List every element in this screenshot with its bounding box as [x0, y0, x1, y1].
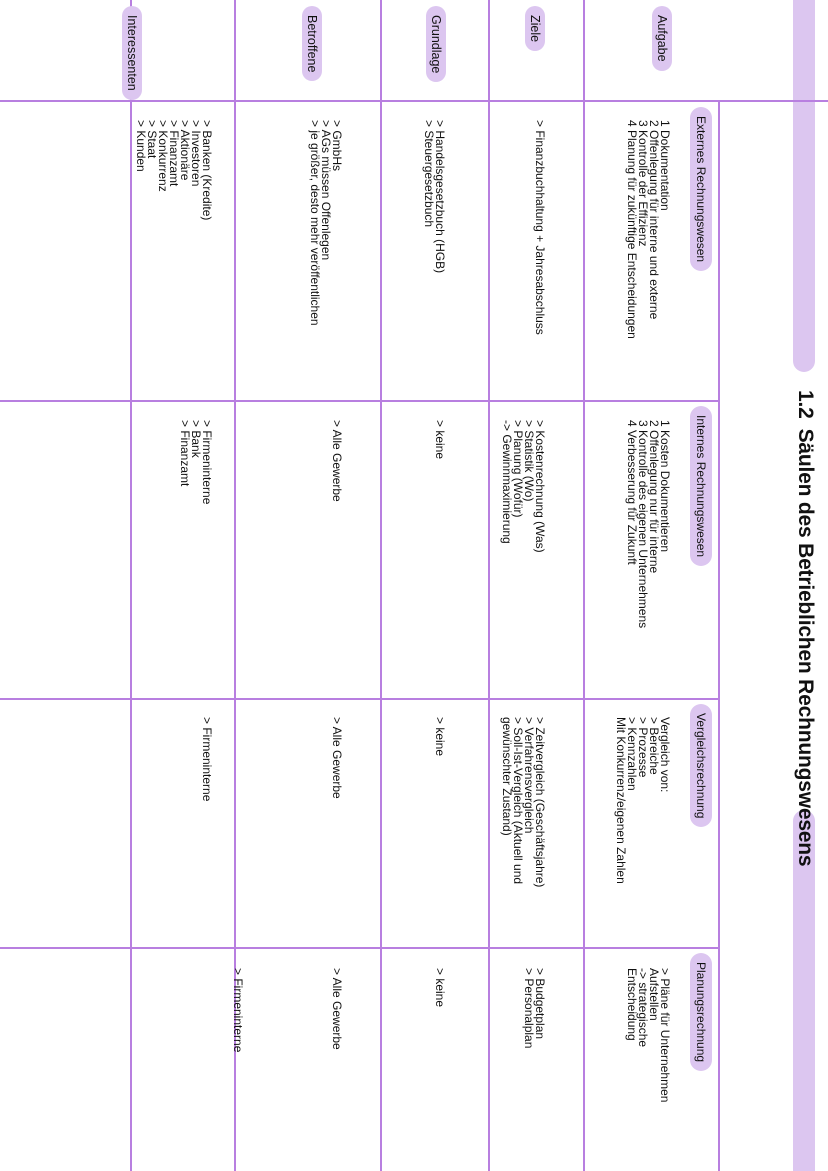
- cell-line: 4 Verbesserung für Zukunft: [625, 420, 639, 565]
- row-label-ziele: Ziele: [525, 6, 545, 51]
- cell-ziele-internes: [501, 420, 545, 553]
- cell-grundlage-internes: [434, 420, 445, 459]
- cell-line: 3 Kontrolle der Effizienz: [636, 120, 650, 247]
- cell-ziele-vergleich: [501, 717, 545, 887]
- cell-line: > Soll-Ist-Vergleich (Aktuell und: [511, 717, 525, 885]
- cell-aufgabe-internes: [626, 420, 670, 628]
- cell-line: > Staat: [145, 120, 159, 159]
- cell-line: > Verfahrensvergleich: [522, 717, 536, 834]
- col-divider-2: [0, 698, 718, 700]
- cell-line: > Aktionäre: [178, 120, 192, 181]
- cell-line: > Budgetplan: [533, 968, 547, 1040]
- cell-aufgabe-externes: [626, 120, 670, 339]
- cell-interessenten-internes: [179, 420, 212, 504]
- cell-line: > Pläne für Unternehmen: [658, 968, 672, 1103]
- cell-line: Vergleich von:: [658, 717, 672, 793]
- cell-line: 4 Planung für zukünftige Entscheidungen: [625, 120, 639, 339]
- col-divider-1: [0, 400, 718, 402]
- row-divider-2: [488, 0, 490, 1171]
- grid-line-header: [718, 100, 720, 1171]
- cell-interessenten-vergleich: [201, 717, 212, 801]
- cell-betroffene-internes: [331, 420, 342, 502]
- cell-line: 3 Kontrolle des eigenen Unternehmens: [636, 420, 650, 629]
- grid-line-row-1: [0, 100, 828, 102]
- cell-interessenten-externes: [135, 120, 212, 220]
- row-divider-1: [583, 0, 585, 1171]
- row-label-betroffene: Betroffene: [302, 6, 322, 81]
- cell-line: > GmbHs: [330, 120, 344, 172]
- column-header-planung: Planungsrechnung: [690, 953, 712, 1071]
- cell-line: > Finanzbuchhaltung + Jahresabschluss: [533, 120, 547, 335]
- cell-line: > je größer, desto mehr veröffentlichen: [308, 120, 322, 326]
- cell-betroffene-planung: [331, 968, 342, 1050]
- cell-line: > Prozesse: [636, 717, 650, 778]
- cell-betroffene-vergleich: [331, 717, 342, 799]
- cell-interessenten-planung: [232, 968, 243, 1052]
- row-label-grundlage: Grundlage: [426, 6, 446, 82]
- cell-line: > Handelsgesetzbuch (HGB): [433, 120, 447, 274]
- page-title: [788, 390, 822, 867]
- cell-grundlage-vergleich: [434, 717, 445, 756]
- cell-aufgabe-planung: [626, 968, 670, 1102]
- cell-line: > Konkurrenz: [156, 120, 170, 192]
- row-divider-3: [380, 0, 382, 1171]
- cell-ziele-externes: [534, 120, 545, 335]
- cell-aufgabe-vergleich: [615, 717, 670, 884]
- cell-line: > Alle Gewerbe: [330, 420, 344, 502]
- section-title: Säulen des Betrieblichen Rechnungswesens: [794, 428, 817, 867]
- cell-line: > Firmeninterne: [200, 420, 214, 505]
- cell-line: > Statistik (Wo): [522, 420, 536, 502]
- cell-line: 1 Dokumentation: [658, 120, 672, 211]
- column-header-internes: Internes Rechnungswesen: [690, 406, 712, 566]
- cell-line: > Steuergesetzbuch: [422, 120, 436, 228]
- cell-line: Entscheidung: [625, 968, 639, 1041]
- cell-line: 2 Offenlegung nur für interne: [647, 420, 661, 574]
- cell-line: > Planung (Wofür): [511, 420, 525, 518]
- column-header-externes: Externes Rechnungswesen: [690, 107, 712, 271]
- cell-grundlage-planung: [434, 968, 445, 1007]
- row-label-aufgabe: Aufgabe: [652, 6, 672, 71]
- cell-line: 2 Offenlegung für interne und externe: [647, 120, 661, 320]
- cell-line: > Personalplan: [522, 968, 536, 1049]
- cell-line: > keine: [433, 717, 447, 757]
- cell-line: > Investoren: [189, 120, 203, 187]
- cell-line: > Kennzahlen: [625, 717, 639, 791]
- cell-line: > Firmeninterne: [200, 717, 214, 802]
- cell-line: > Kunden: [134, 120, 148, 172]
- cell-grundlage-externes: [423, 120, 445, 273]
- cell-line: > Banken (Kredite): [200, 120, 214, 221]
- cell-line: > AGs müssen Offenlegen: [319, 120, 333, 261]
- cell-line: > Firmeninterne: [231, 968, 245, 1053]
- row-divider-5: [130, 0, 132, 1171]
- cell-line: > Kostenrechnung (Was): [533, 420, 547, 553]
- title-bar-left: [793, 0, 815, 372]
- cell-ziele-planung: [523, 968, 545, 1048]
- cell-line: > Bank: [189, 420, 203, 458]
- cell-line: > Finanzamt: [167, 120, 181, 187]
- cell-line: > keine: [433, 420, 447, 460]
- column-header-vergleich: Vergleichsrechnung: [690, 704, 712, 827]
- cell-line: Aufstellen: [647, 968, 661, 1021]
- cell-line: > keine: [433, 968, 447, 1008]
- cell-line: gewünschter Zustand): [500, 717, 514, 836]
- cell-line: > Alle Gewerbe: [330, 717, 344, 799]
- cell-line: > Bereiche: [647, 717, 661, 775]
- cell-line: 1 Kosten Dokumentieren: [658, 420, 672, 553]
- cell-line: -> strategische: [636, 968, 650, 1048]
- cell-line: > Zeitvergleich (Geschäftsjahre): [533, 717, 547, 888]
- row-label-interessenten: Interessenten: [122, 6, 142, 100]
- cell-line: Mit Konkurrenz/eigenen Zahlen: [614, 717, 628, 884]
- cell-line: > Finanzamt: [178, 420, 192, 487]
- section-number: 1.2: [794, 390, 817, 419]
- cell-betroffene-externes: [309, 120, 342, 326]
- cell-line: -> Gewinnmaximierung: [500, 420, 514, 544]
- col-divider-3: [0, 947, 718, 949]
- cell-line: > Alle Gewerbe: [330, 968, 344, 1050]
